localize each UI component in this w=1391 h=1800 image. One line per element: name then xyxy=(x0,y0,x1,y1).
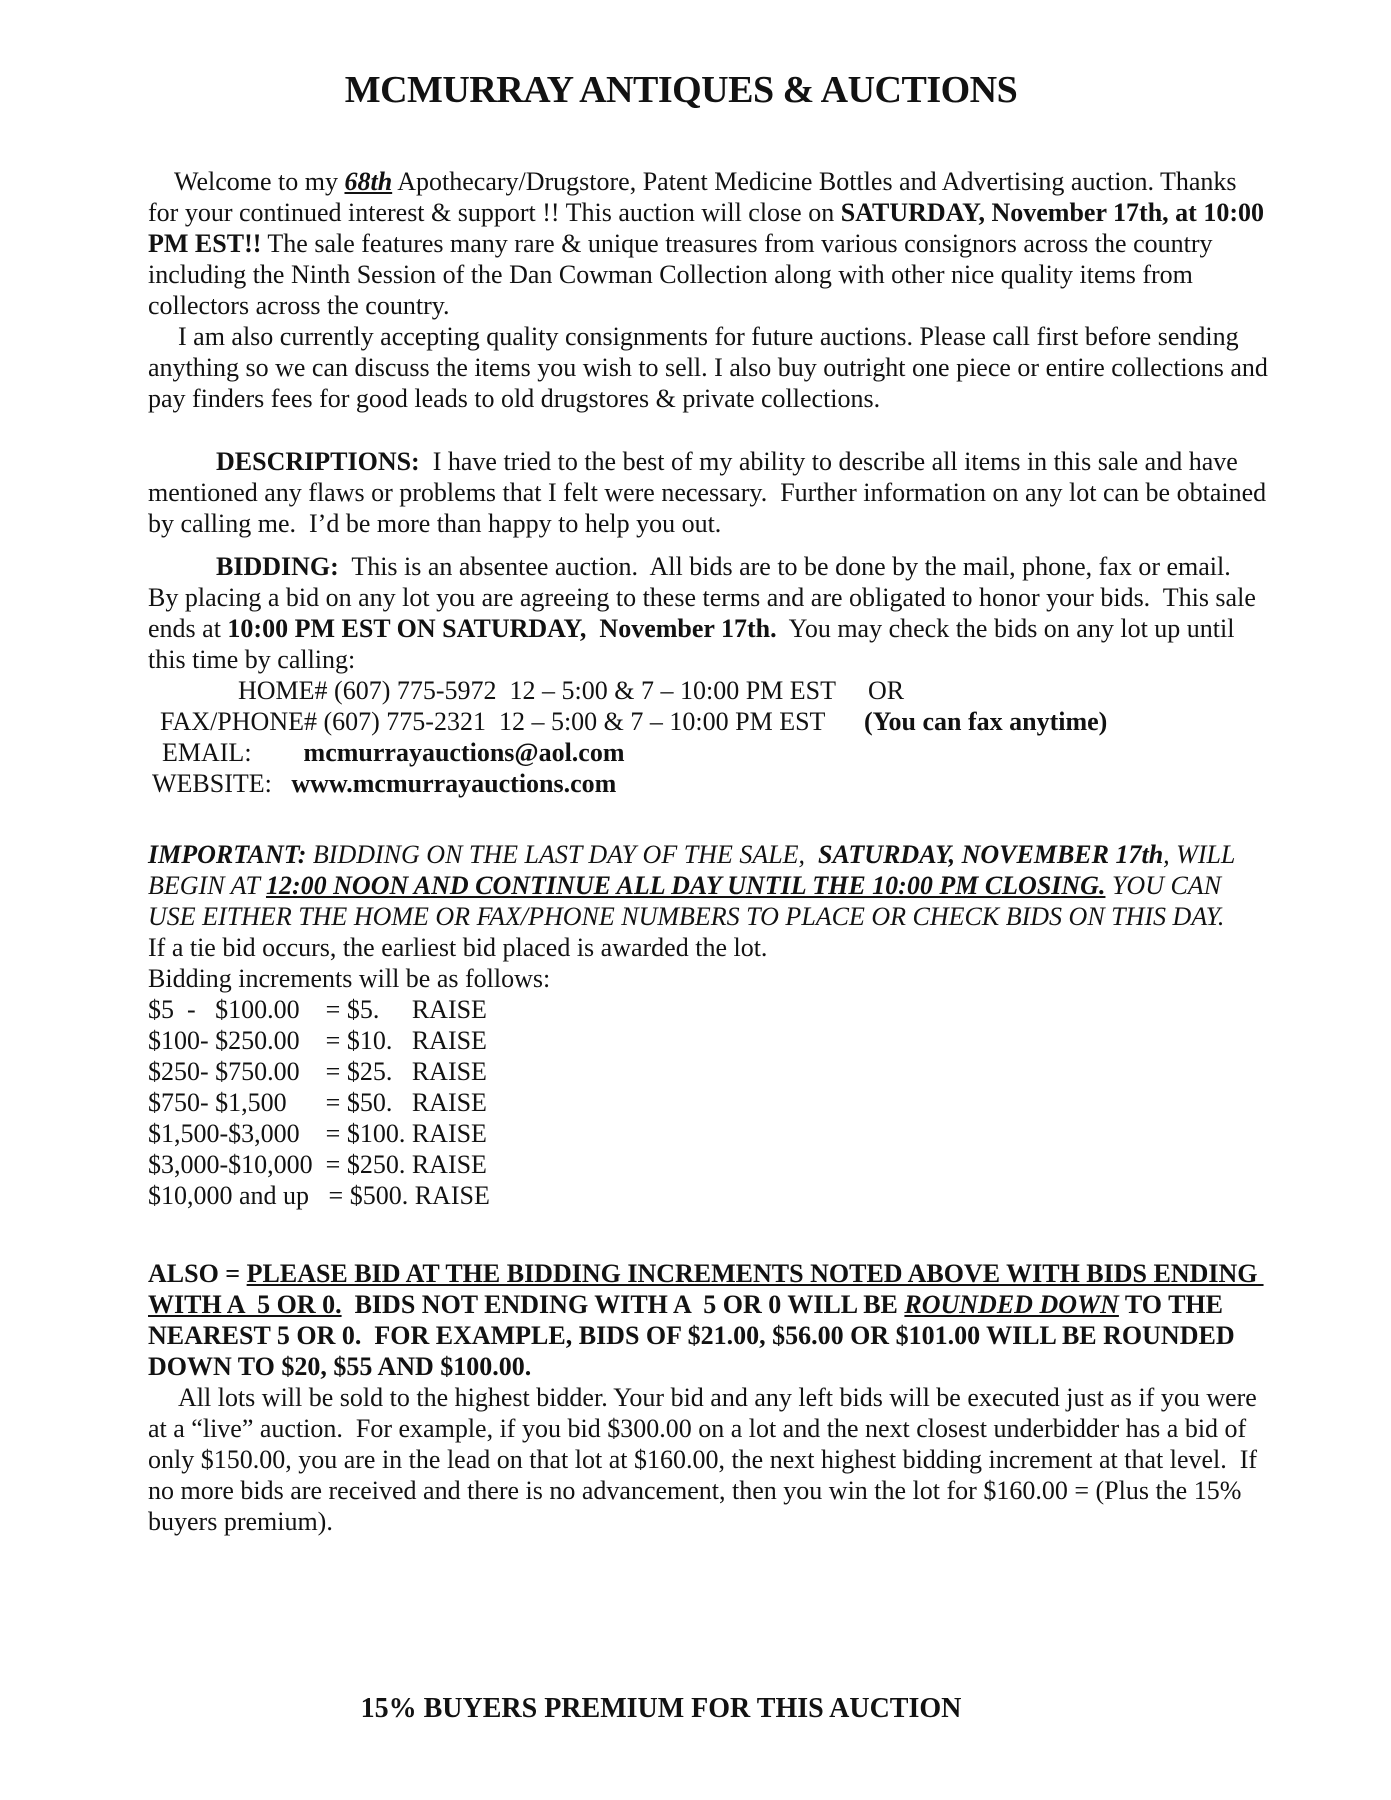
descriptions-paragraph xyxy=(148,446,1271,539)
fax-number: FAX/PHONE# (607) 775-2321 12 – 5:00 & 7 – 10:00 PM EST xyxy=(160,707,864,736)
sale-end-emphasis: 10:00 PM EST ON SATURDAY, November 17th. xyxy=(227,614,777,643)
increment-row: $100- $250.00 = $10. RAISE xyxy=(148,1026,487,1055)
bidding-paragraph xyxy=(148,551,1271,675)
also-label: ALSO = xyxy=(148,1259,247,1288)
intro-text: Apothecary/Drugstore, Patent Medicine Bottles and Advertising auction. Thanks for your continued interest & support !! This auction will close on xyxy=(148,167,1244,227)
also-text: TO THE NEAREST 5 OR 0. FOR EXAMPLE, BIDS OF $21.00, $56.00 OR $101.00 WILL BE ROUNDED DOWN TO $20, $55 AND $100.00. xyxy=(148,1290,1242,1381)
tie-bid-line: If a tie bid occurs, the earliest bid placed is awarded the lot. xyxy=(148,933,768,962)
buyers-premium-footer: 15% BUYERS PREMIUM FOR THIS AUCTION xyxy=(360,1693,962,1724)
last-day-emphasis: SATURDAY, NOVEMBER 17th xyxy=(818,840,1164,869)
descriptions-label: DESCRIPTIONS: xyxy=(216,447,420,476)
bidding-text: You may check the bids on any lot up until this time by calling: xyxy=(148,614,1241,674)
important-paragraph xyxy=(148,839,1271,932)
also-underlined-rule: PLEASE BID AT THE BIDDING INCREMENTS NOTED ABOVE WITH BIDS ENDING WITH A 5 OR 0. xyxy=(148,1259,1264,1319)
descriptions-text: I have tried to the best of my ability to describe all items in this sale and have mentioned any flaws or problems that I felt were necessary. Further information on any lot can be obtained by calling me. I’d be more than happy to help you out. xyxy=(148,447,1273,538)
fax-note: (You can fax anytime) xyxy=(863,707,1108,736)
intro-text: The sale features many rare & unique treasures from various consignors across the country including the Ninth Session of the Dan Cowman Collection along with other nice quality items from collectors across the country. xyxy=(148,229,1219,320)
bidding-label: BIDDING: xyxy=(216,552,339,581)
noon-closing-emphasis: 12:00 NOON AND CONTINUE ALL DAY UNTIL THE 10:00 PM CLOSING. xyxy=(265,871,1106,900)
page-title: MCMURRAY ANTIQUES & AUCTIONS xyxy=(344,69,1018,111)
important-label: IMPORTANT: xyxy=(148,840,307,869)
increment-row: $750- $1,500 = $50. RAISE xyxy=(148,1088,487,1117)
important-text: , WILL BEGIN AT xyxy=(148,840,1242,900)
consignments-paragraph: I am also currently accepting quality consignments for future auctions. Please call first before sending anything so we can discuss the items you wish to sell. I also buy outright one piece or entire collections and pay finders fees for good leads to old drugstores & private collections. xyxy=(148,322,1275,413)
auction-number: 68th xyxy=(344,167,393,196)
increment-row: $10,000 and up = $500. RAISE xyxy=(148,1181,490,1210)
intro-text: Welcome to my xyxy=(174,167,345,196)
increment-row: $250- $750.00 = $25. RAISE xyxy=(148,1057,487,1086)
website-line xyxy=(148,768,1271,799)
phone-fax-line xyxy=(148,706,1271,737)
email-address: mcmurrayauctions@aol.com xyxy=(303,738,625,767)
phone-home-line: HOME# (607) 775-5972 12 – 5:00 & 7 – 10:00 PM EST OR xyxy=(238,676,905,705)
bidding-text: This is an absentee auction. All bids are to be done by the mail, phone, fax or email. By placing a bid on any lot you are agreeing to these terms and are obligated to honor your bids. This sale ends at xyxy=(148,552,1263,643)
increments-intro-line: Bidding increments will be as follows: xyxy=(148,964,551,993)
execution-paragraph: All lots will be sold to the highest bidder. Your bid and any left bids will be executed just as if you were at a “live” auction. For example, if you bid $300.00 on a lot and the next closest underbidder has a bid of only $150.00, you are in the lead on that lot at $160.00, the next highest bidding increment at that level. If no more bids are received and there is no advancement, then you win the lot for $160.00 = (Plus the 15% buyers premium). xyxy=(148,1383,1264,1536)
email-line xyxy=(148,737,1271,768)
increment-row: $3,000-$10,000 = $250. RAISE xyxy=(148,1150,487,1179)
increment-row: $1,500-$3,000 = $100. RAISE xyxy=(148,1119,487,1148)
website-url: www.mcmurrayauctions.com xyxy=(291,769,617,798)
email-label: EMAIL: xyxy=(162,738,304,767)
website-label: WEBSITE: xyxy=(152,769,292,798)
rounded-down-emphasis: ROUNDED DOWN xyxy=(904,1290,1119,1319)
also-paragraph xyxy=(148,1258,1271,1382)
important-text: BIDDING ON THE LAST DAY OF THE SALE, xyxy=(306,840,819,869)
important-text: YOU CAN USE EITHER THE HOME OR FAX/PHONE NUMBERS TO PLACE OR CHECK BIDS ON THIS DAY. xyxy=(148,871,1228,931)
also-text: BIDS NOT ENDING WITH A 5 OR 0 WILL BE xyxy=(341,1290,905,1319)
increment-row: $5 - $100.00 = $5. RAISE xyxy=(148,995,487,1024)
intro-paragraph xyxy=(148,166,1271,321)
close-date-emphasis: SATURDAY, November 17th, at 10:00 PM EST!! xyxy=(148,198,1271,258)
